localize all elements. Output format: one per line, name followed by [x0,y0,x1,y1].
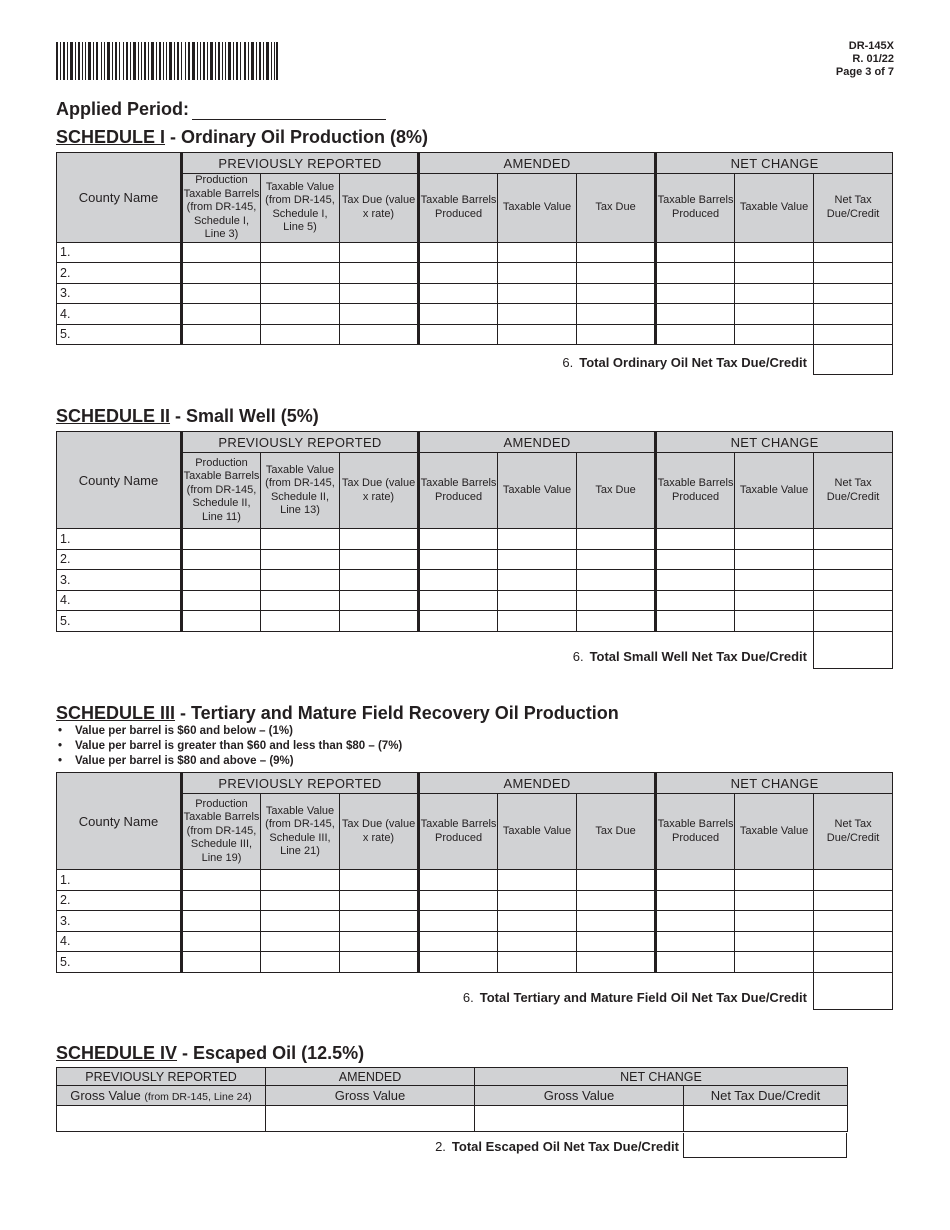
input-cell[interactable] [419,242,498,263]
input-cell[interactable] [577,952,656,973]
input-cell[interactable] [261,590,340,611]
applied-period-label: Applied Period: [56,99,190,119]
row-number: 1. [57,870,182,891]
schedule2-title-desc: - Small Well (5%) [170,406,319,426]
input-cell[interactable] [340,590,419,611]
table-row [57,549,893,570]
page-number: Page 3 of 7 [835,66,894,78]
input-cell[interactable] [475,1106,684,1132]
row-number: 1. [57,242,182,263]
input-cell[interactable] [577,263,656,284]
schedule3-total-input[interactable] [813,973,893,1010]
col-amended-tax: Tax Due [577,794,656,870]
col-net-barrels: Taxable Barrels Produced [656,174,735,243]
input-cell[interactable] [735,890,814,911]
col-amended-value: Taxable Value [498,453,577,529]
col-prev-gross-value [57,1086,266,1106]
input-cell[interactable] [182,590,261,611]
table-row [57,304,893,325]
table-row [57,911,893,932]
schedule2-table [56,431,893,632]
input-cell[interactable] [656,590,735,611]
col-net-tax: Net Tax Due/Credit [814,794,893,870]
row-number: 3. [57,283,182,304]
col-prev-value: Taxable Value (from DR-145, Schedule II, Line 13) [261,453,340,529]
input-cell[interactable] [498,263,577,284]
group-net-change: NET CHANGE [656,773,893,794]
input-cell[interactable] [182,611,261,632]
input-cell[interactable] [814,911,893,932]
total-line-text: Total Small Well Net Tax Due/Credit [589,649,807,664]
input-cell[interactable] [656,529,735,550]
group-previously-reported: PREVIOUSLY REPORTED [57,1068,266,1086]
row-number: 1. [57,529,182,550]
group-amended: AMENDED [419,432,656,453]
input-cell[interactable] [814,283,893,304]
input-cell[interactable] [266,1106,475,1132]
input-cell[interactable] [735,529,814,550]
input-cell[interactable] [340,611,419,632]
input-cell[interactable] [735,611,814,632]
input-cell[interactable] [656,263,735,284]
input-cell[interactable] [57,1106,266,1132]
row-number: 4. [57,304,182,325]
col-amended-barrels: Taxable Barrels Produced [419,174,498,243]
schedule2-total-input[interactable] [813,632,893,669]
col-prev-value: Taxable Value (from DR-145, Schedule III, Line 21) [261,794,340,870]
table-row [57,283,893,304]
total-line-text: Total Tertiary and Mature Field Oil Net Tax Due/Credit [479,990,807,1005]
group-previously-reported: PREVIOUSLY REPORTED [182,153,419,174]
schedule2-total-label [573,649,807,664]
input-cell[interactable] [735,570,814,591]
input-cell[interactable] [656,870,735,891]
input-cell[interactable] [577,304,656,325]
total-line-number: 6. [572,649,584,664]
table-row [57,870,893,891]
col-prev-barrels: Production Taxable Barrels (from DR-145, Schedule III, Line 19) [182,794,261,870]
row-number: 4. [57,590,182,611]
input-cell[interactable] [419,911,498,932]
input-cell[interactable] [340,890,419,911]
schedule3-title [56,703,619,724]
input-cell[interactable] [182,242,261,263]
schedule1-table [56,152,893,345]
input-cell[interactable] [656,570,735,591]
input-cell[interactable] [498,529,577,550]
input-cell[interactable] [577,870,656,891]
input-cell[interactable] [340,911,419,932]
input-cell[interactable] [340,549,419,570]
row-number: 5. [57,324,182,345]
col-net-value: Taxable Value [735,794,814,870]
total-line-text: Total Ordinary Oil Net Tax Due/Credit [579,355,807,370]
input-cell[interactable] [340,283,419,304]
table-row [57,890,893,911]
schedule4-total-input[interactable] [683,1133,847,1158]
table-row [57,952,893,973]
row-number: 2. [57,263,182,284]
list-item: • Value per barrel is greater than $60 and less than $80 – (7%) [58,739,402,754]
input-cell[interactable] [814,242,893,263]
input-cell[interactable] [498,611,577,632]
col-net-value: Taxable Value [735,174,814,243]
input-cell[interactable] [656,242,735,263]
input-cell[interactable] [419,549,498,570]
input-cell[interactable] [340,952,419,973]
schedule4-title [56,1043,364,1064]
input-cell[interactable] [419,263,498,284]
input-cell[interactable] [656,611,735,632]
col-amended-tax: Tax Due [577,453,656,529]
input-cell[interactable] [419,931,498,952]
form-number: DR-145X [848,40,894,52]
input-cell[interactable] [261,570,340,591]
input-cell[interactable] [735,283,814,304]
input-cell[interactable] [419,529,498,550]
input-cell[interactable] [498,870,577,891]
input-cell[interactable] [656,304,735,325]
input-cell[interactable] [419,304,498,325]
input-cell[interactable] [498,570,577,591]
input-cell[interactable] [261,890,340,911]
input-cell[interactable] [735,590,814,611]
input-cell[interactable] [419,611,498,632]
col-net-value: Taxable Value [735,453,814,529]
input-cell[interactable] [419,870,498,891]
schedule3-total-row [56,973,893,1010]
row-number: 2. [57,890,182,911]
input-cell[interactable] [340,242,419,263]
schedule4-total-label [435,1139,679,1154]
input-cell[interactable] [577,911,656,932]
schedule3-title-desc: - Tertiary and Mature Field Recovery Oil Production [175,703,619,723]
input-cell[interactable] [182,952,261,973]
input-cell[interactable] [340,931,419,952]
input-cell[interactable] [419,283,498,304]
input-cell[interactable] [419,952,498,973]
col-prev-tax: Tax Due (value x rate) [340,794,419,870]
table-row [57,611,893,632]
col-prev-tax: Tax Due (value x rate) [340,174,419,243]
input-cell[interactable] [656,283,735,304]
input-cell[interactable] [182,931,261,952]
col-net-tax-due: Net Tax Due/Credit [684,1086,848,1106]
col-amended-barrels: Taxable Barrels Produced [419,794,498,870]
schedule1-title [56,127,428,148]
input-cell[interactable] [182,283,261,304]
col-net-tax: Net Tax Due/Credit [814,174,893,243]
input-cell[interactable] [182,890,261,911]
input-cell[interactable] [814,611,893,632]
input-cell[interactable] [340,529,419,550]
input-cell[interactable] [261,304,340,325]
schedule4-total-row [56,1133,847,1158]
input-cell[interactable] [814,529,893,550]
input-cell[interactable] [340,570,419,591]
col-prev-barrels: Production Taxable Barrels (from DR-145, Schedule II, Line 11) [182,453,261,529]
input-cell[interactable] [182,911,261,932]
input-cell[interactable] [182,263,261,284]
input-cell[interactable] [498,590,577,611]
input-cell[interactable] [735,242,814,263]
schedule2-title-label: SCHEDULE II [56,406,171,426]
group-amended: AMENDED [266,1068,475,1086]
row-number: 4. [57,931,182,952]
input-cell[interactable] [261,870,340,891]
schedule3-total-label [463,990,807,1005]
barcode [56,42,278,80]
total-line-text: Total Escaped Oil Net Tax Due/Credit [451,1139,679,1154]
input-cell[interactable] [656,890,735,911]
county-name-header: County Name [57,773,182,870]
group-previously-reported: PREVIOUSLY REPORTED [182,773,419,794]
input-cell[interactable] [182,529,261,550]
col-amended-value: Taxable Value [498,794,577,870]
col-prev-barrels: Production Taxable Barrels (from DR-145, Schedule I, Line 3) [182,174,261,243]
col-net-barrels: Taxable Barrels Produced [656,453,735,529]
table-row [57,263,893,284]
total-line-number: 6. [462,990,474,1005]
input-cell[interactable] [577,590,656,611]
input-cell[interactable] [577,890,656,911]
schedule3-title-label: SCHEDULE III [56,703,176,723]
input-cell[interactable] [577,611,656,632]
input-cell[interactable] [498,549,577,570]
input-cell[interactable] [577,283,656,304]
schedule1-total-input[interactable] [813,338,893,375]
input-cell[interactable] [814,870,893,891]
county-name-header: County Name [57,432,182,529]
input-cell[interactable] [577,242,656,263]
col-prev-gross-value-label: Gross Value [70,1088,141,1103]
input-cell[interactable] [814,304,893,325]
input-cell[interactable] [498,911,577,932]
input-cell[interactable] [814,590,893,611]
input-cell[interactable] [182,304,261,325]
input-cell[interactable] [577,931,656,952]
input-cell[interactable] [261,611,340,632]
row-number: 2. [57,549,182,570]
schedule2-title [56,406,319,427]
schedule1-title-label: SCHEDULE I [56,127,166,147]
input-cell[interactable] [814,952,893,973]
col-amended-gross-value: Gross Value [266,1086,475,1106]
schedule2-total-row [56,632,893,669]
input-cell[interactable] [735,870,814,891]
input-cell[interactable] [261,283,340,304]
col-amended-tax: Tax Due [577,174,656,243]
table-row [57,529,893,550]
input-cell[interactable] [261,263,340,284]
schedule3-table [56,772,893,973]
input-cell[interactable] [684,1106,848,1132]
col-net-barrels: Taxable Barrels Produced [656,794,735,870]
input-cell[interactable] [261,549,340,570]
schedule4-title-label: SCHEDULE IV [56,1043,178,1063]
input-cell[interactable] [261,242,340,263]
col-net-gross-value: Gross Value [475,1086,684,1106]
input-cell[interactable] [261,952,340,973]
row-number: 3. [57,570,182,591]
input-cell[interactable] [419,590,498,611]
input-cell[interactable] [814,931,893,952]
input-cell[interactable] [340,304,419,325]
row-number: 3. [57,911,182,932]
row-number: 5. [57,952,182,973]
input-cell[interactable] [577,549,656,570]
input-cell[interactable] [814,549,893,570]
input-cell[interactable] [182,870,261,891]
input-cell[interactable] [182,549,261,570]
input-cell[interactable] [577,529,656,550]
input-cell[interactable] [498,242,577,263]
input-cell[interactable] [656,952,735,973]
form-revision: R. 01/22 [852,53,894,65]
group-net-change: NET CHANGE [475,1068,848,1086]
input-cell[interactable] [656,931,735,952]
schedule3-rate-list [58,724,402,769]
input-cell[interactable] [656,549,735,570]
input-cell[interactable] [814,570,893,591]
list-item: • Value per barrel is $60 and below – (1%) [58,724,402,739]
col-amended-barrels: Taxable Barrels Produced [419,453,498,529]
input-cell[interactable] [261,529,340,550]
input-cell[interactable] [419,570,498,591]
input-cell[interactable] [735,952,814,973]
table-row [57,590,893,611]
table-row [57,242,893,263]
input-cell[interactable] [182,570,261,591]
schedule4-table [56,1067,848,1132]
input-cell[interactable] [735,549,814,570]
input-cell[interactable] [498,931,577,952]
input-cell[interactable] [498,952,577,973]
input-cell[interactable] [735,263,814,284]
group-net-change: NET CHANGE [656,432,893,453]
input-cell[interactable] [735,911,814,932]
total-line-number: 2. [435,1139,446,1154]
schedule4-title-desc: - Escaped Oil (12.5%) [177,1043,365,1063]
row-number: 5. [57,611,182,632]
input-cell[interactable] [735,304,814,325]
input-cell[interactable] [498,283,577,304]
group-previously-reported: PREVIOUSLY REPORTED [182,432,419,453]
schedule1-total-label [562,355,807,370]
col-net-tax: Net Tax Due/Credit [814,453,893,529]
applied-period [56,99,386,120]
table-row [57,570,893,591]
table-row [57,931,893,952]
applied-period-field[interactable] [192,102,386,120]
input-cell[interactable] [261,911,340,932]
input-cell[interactable] [735,931,814,952]
input-cell[interactable] [261,931,340,952]
col-prev-tax: Tax Due (value x rate) [340,453,419,529]
col-amended-value: Taxable Value [498,174,577,243]
input-cell[interactable] [656,911,735,932]
input-cell[interactable] [340,870,419,891]
schedule1-title-desc: - Ordinary Oil Production (8%) [165,127,429,147]
input-cell[interactable] [814,263,893,284]
total-line-number: 6. [562,355,574,370]
list-item: • Value per barrel is $80 and above – (9%) [58,754,402,769]
schedule1-total-row [56,338,893,375]
col-prev-gross-value-note: (from DR-145, Line 24) [144,1091,252,1103]
input-cell[interactable] [419,890,498,911]
col-prev-value: Taxable Value (from DR-145, Schedule I, Line 5) [261,174,340,243]
input-cell[interactable] [498,890,577,911]
input-cell[interactable] [577,570,656,591]
input-cell[interactable] [814,890,893,911]
group-net-change: NET CHANGE [656,153,893,174]
input-cell[interactable] [498,304,577,325]
form-id-block [836,40,894,79]
group-amended: AMENDED [419,153,656,174]
input-cell[interactable] [340,263,419,284]
county-name-header: County Name [57,153,182,243]
group-amended: AMENDED [419,773,656,794]
